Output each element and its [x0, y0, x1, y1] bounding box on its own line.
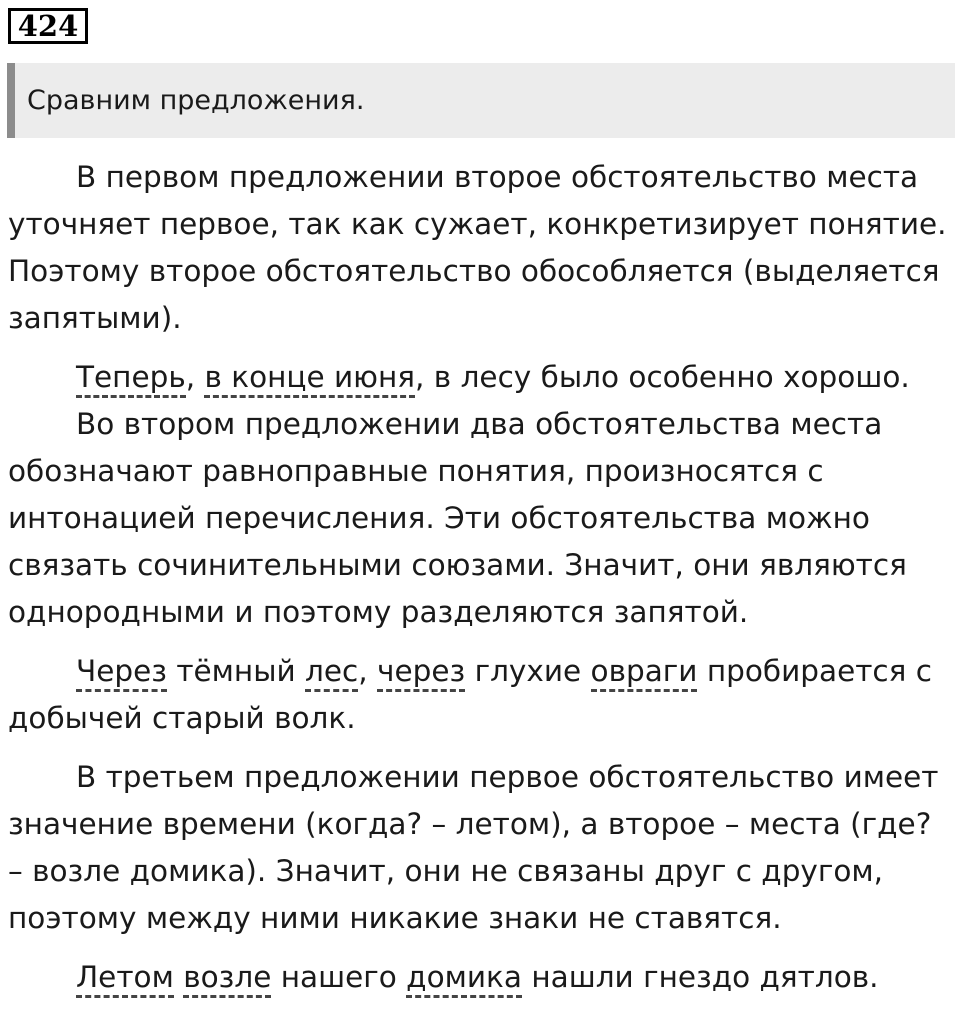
example-sentence-2	[8, 648, 954, 695]
example-sentence-2-line-2	[8, 695, 954, 742]
example-3-text-2: нашего	[271, 960, 407, 994]
paragraph-2: Во втором предложении два обстоятельства места обозначают равноправные понятия, произносятся с интонацией перечисления. Эти обстоятельства можно связать сочинительными союзами. Значит, они являются однородными и поэтому разделяются запятой.	[8, 407, 907, 629]
example-2-word-4: овраги	[591, 653, 698, 692]
example-3-word-1: Летом	[76, 959, 174, 998]
adverbial-v-kontse-iyunya: в конце июня	[204, 359, 415, 398]
example-3-word-2: возле	[183, 959, 271, 998]
adverbial-teper: Теперь	[76, 359, 186, 398]
example-2-word-1: Через	[76, 653, 167, 692]
example-2-word-3: через	[377, 653, 465, 692]
intro-banner	[7, 63, 955, 138]
example-2-text-4: пробирается с	[697, 654, 932, 688]
example-2-line-2: добычей старый волк.	[8, 701, 356, 735]
example-3-text-1	[174, 954, 183, 1001]
example-2-text-2: ,	[358, 654, 378, 688]
intro-text: Сравним предложения.	[27, 85, 365, 116]
solution-text	[8, 154, 954, 1001]
example-3-text-3: нашли гнездо дятлов.	[521, 960, 879, 994]
paragraph-3: В третьем предложении первое обстоятельство имеет значение времени (когда? – летом), а второе – места (где? – возле домика). Значит, они не связаны друг с другом, поэтому между ними никакие знаки не ставятся.	[8, 760, 939, 935]
example-3-word-3: домика	[406, 959, 522, 998]
example-1-rest: , в лесу было особенно хорошо.	[415, 360, 910, 394]
paragraph-1: В первом предложении второе обстоятельство места уточняет первое, так как сужает, конкретизирует понятие. Поэтому второе обстоятельство обособляется (выделяется запятыми).	[8, 160, 947, 335]
example-2-text-3: глухие	[465, 654, 591, 688]
example-2-word-2: лес	[305, 653, 358, 692]
example-2-text-1: тёмный	[166, 654, 306, 688]
task-number: 424	[8, 8, 88, 44]
example-1-separator: ,	[185, 360, 205, 394]
example-sentence-3	[8, 954, 954, 1001]
example-sentence-1	[8, 354, 954, 401]
